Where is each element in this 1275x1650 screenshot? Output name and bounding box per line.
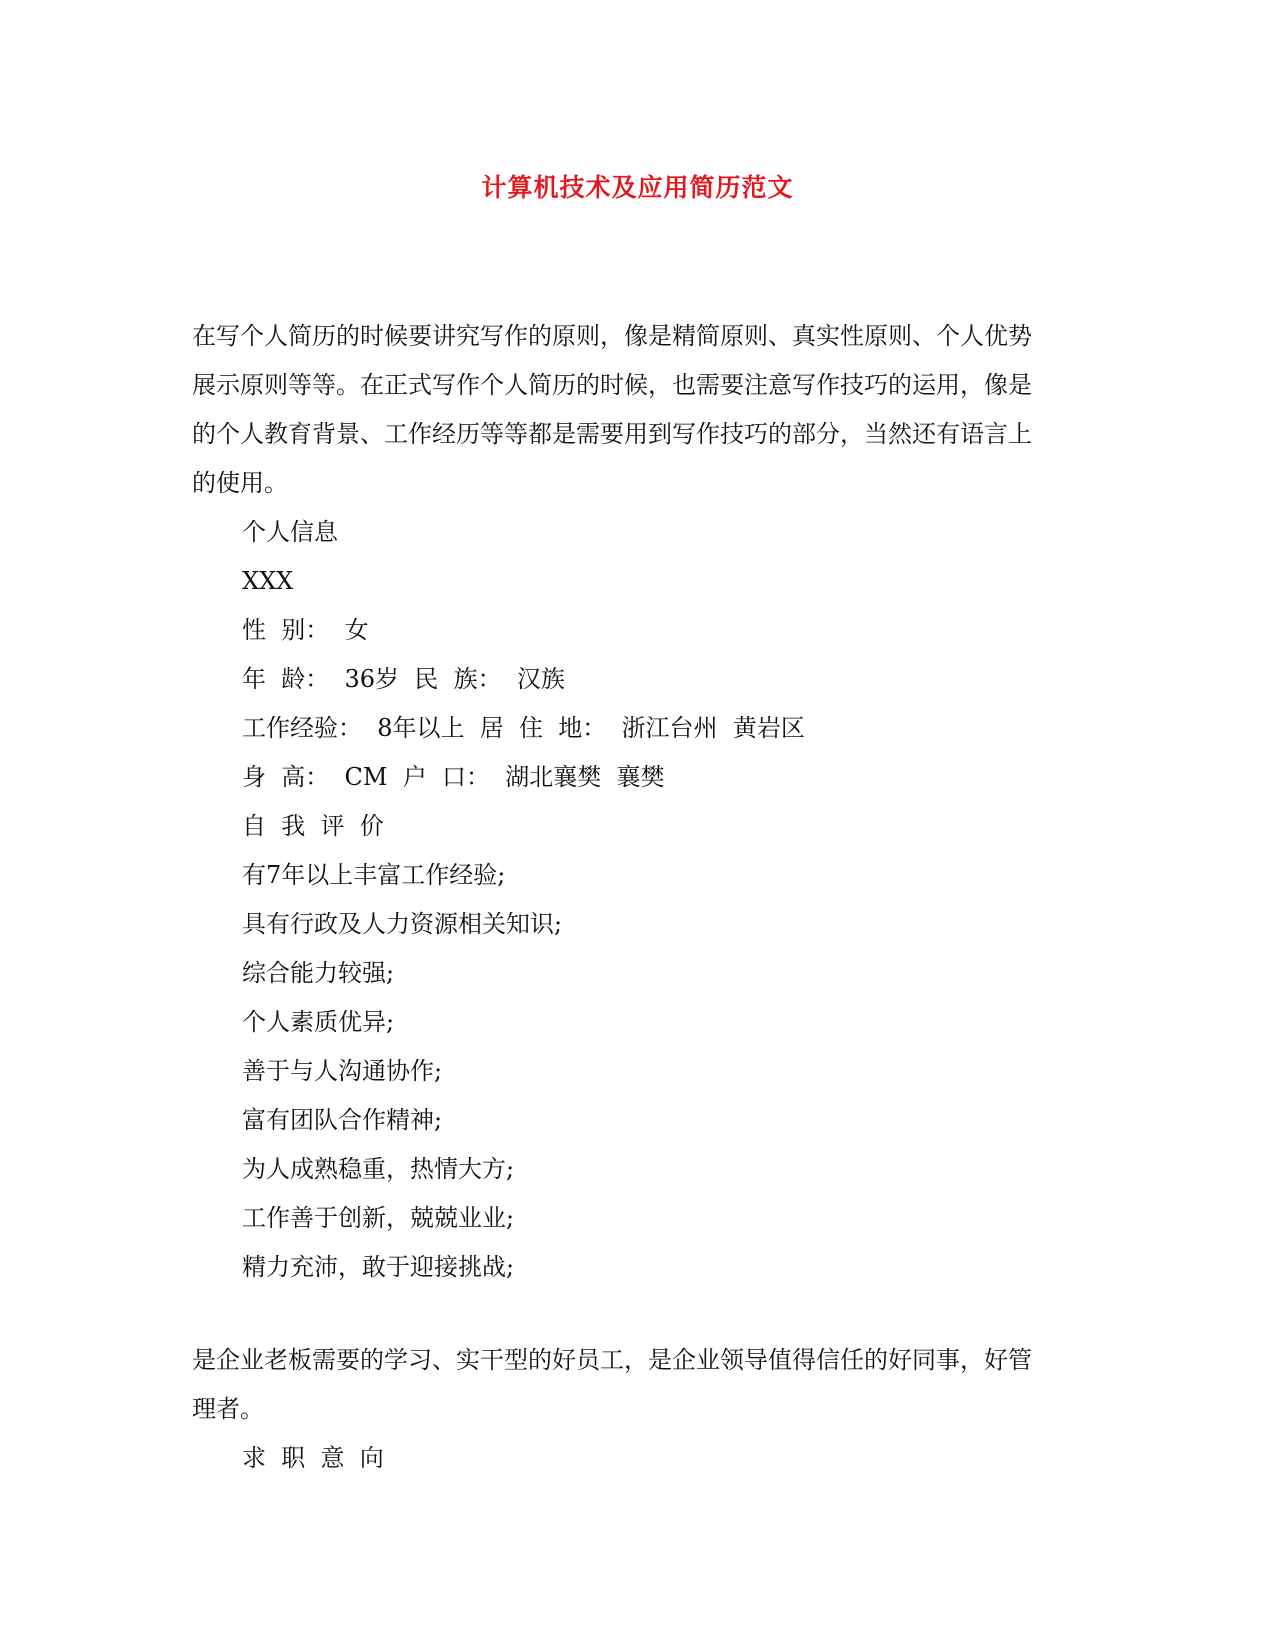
job-intent-heading: 求 职 意 向: [242, 1444, 384, 1472]
age-ethnicity-row: 年 龄： 36岁 民 族： 汉族: [242, 665, 565, 693]
closing-line: 是企业老板需要的学习、实干型的好员工，是企业领导值得信任的好同事，好管: [192, 1346, 1032, 1374]
closing-paragraph: [192, 1336, 1072, 1434]
intro-line: 的使用。: [192, 469, 288, 497]
experience-residence-row: 工作经验： 8年以上 居 住 地： 浙江台州 黄岩区: [242, 714, 805, 742]
self-evaluation-item: 有7年以上丰富工作经验;: [242, 861, 506, 889]
self-evaluation-item: 善于与人沟通协作;: [242, 1057, 443, 1085]
intro-line: 展示原则等等。在正式写作个人简历的时候，也需要注意写作技巧的运用，像是: [192, 371, 1032, 399]
gender-row: 性 别： 女: [242, 616, 369, 644]
self-evaluation-heading: 自 我 评 价: [242, 812, 384, 840]
self-evaluation-item: 富有团队合作精神;: [242, 1106, 443, 1134]
candidate-name: XXX: [242, 567, 294, 595]
personal-info-heading: 个人信息: [242, 518, 338, 546]
self-evaluation-item: 为人成熟稳重，热情大方;: [242, 1155, 515, 1183]
resume-body: [242, 508, 805, 1292]
self-evaluation-item: 综合能力较强;: [242, 959, 395, 987]
closing-line: 理者。: [192, 1395, 264, 1423]
intro-line: 在写个人简历的时候要讲究写作的原则，像是精简原则、真实性原则、个人优势: [192, 322, 1032, 350]
document-title: 计算机技术及应用简历范文: [481, 173, 794, 202]
self-evaluation-item: 个人素质优异;: [242, 1008, 395, 1036]
intro-paragraph: [192, 312, 1072, 508]
intro-line: 的个人教育背景、工作经历等等都是需要用到写作技巧的部分，当然还有语言上: [192, 420, 1032, 448]
self-evaluation-item: 具有行政及人力资源相关知识;: [242, 910, 563, 938]
self-evaluation-item: 工作善于创新，兢兢业业;: [242, 1204, 515, 1232]
height-hukou-row: 身 高： CM 户 口： 湖北襄樊 襄樊: [242, 763, 665, 791]
self-evaluation-item: 精力充沛，敢于迎接挑战;: [242, 1253, 515, 1281]
